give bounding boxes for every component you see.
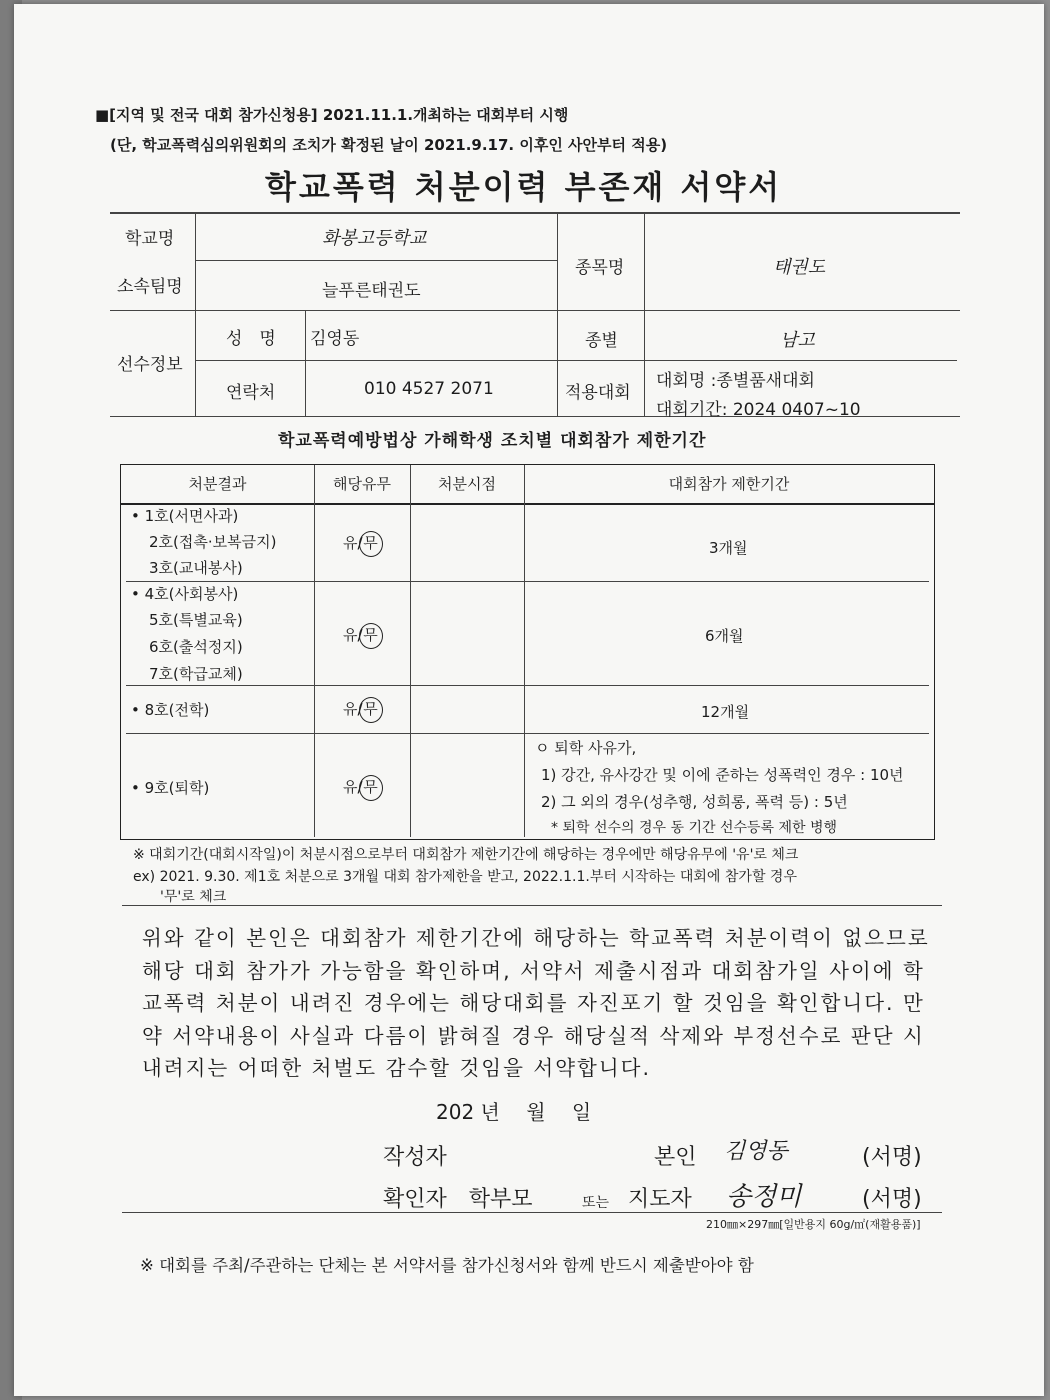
- self-label: 본인: [654, 1145, 697, 1170]
- category-label: 종별: [585, 331, 618, 351]
- row3-yn: 유/무: [343, 697, 383, 723]
- row2-item4: 7호(학급교체): [149, 665, 243, 683]
- row3-item1: • 8호(전학): [131, 701, 210, 719]
- row4-period-line4: * 퇴학 선수의 경우 동 기간 선수등록 제한 병행: [551, 820, 838, 836]
- row3-circled: 무: [359, 697, 383, 723]
- self-name-handwritten: 김영동: [724, 1139, 788, 1164]
- sign-label-1: (서명): [862, 1145, 922, 1170]
- athlete-label: 선수정보: [117, 355, 183, 375]
- row1-item3: 3호(교내봉사): [149, 559, 243, 577]
- team-value: 늘푸른태권도: [322, 281, 421, 301]
- event-value: 태권도: [773, 257, 826, 278]
- contact-value: 010 4527 2071: [364, 379, 494, 399]
- note-1: ※ 대회기간(대회시작일)이 처분시점으로부터 대회참가 제한기간에 해당하는 경우에만 해당유무에 '유'로 체크: [133, 847, 799, 863]
- pledge-text: 위와 같이 본인은 대회참가 제한기간에 해당하는 학교폭력 처분이력이 없으므로 해당 대회 참가가 가능함을 확인하며, 서약서 제출시점과 대회참가일 사이에 학교폭력 처분이 내려진 경우에는 해당대회를 자진포기 할 것임을 확인합니다. 만약 서약내용이 사실과 다름이 밝혀질 경우 해당실적 삭제와 부정선수로 판단 시 내려지는 어떠한 처벌도 감수할 것임을 서약합니다.: [142, 926, 930, 1081]
- row2-item1: • 4호(사회봉사): [131, 585, 239, 603]
- row4-period-line1: ㅇ 퇴학 사유가,: [535, 739, 637, 757]
- row1-yn: 유/무: [343, 531, 383, 557]
- note-2: ex) 2021. 9.30. 제1호 처분으로 3개월 대회 참가제한을 받고, 2022.1.1.부터 시작하는 대회에 참가할 경우: [133, 869, 797, 885]
- confirmer-label: 확인자 학부모: [383, 1187, 533, 1212]
- header-line-2: (단, 학교폭력심의위원회의 조치가 확정된 날이 2021.9.17. 이후인 사안부터 적용): [110, 136, 668, 154]
- header-applicable: 해당유무: [333, 475, 391, 493]
- row2-circled: 무: [359, 623, 383, 649]
- row2-item2: 5호(특별교육): [149, 611, 243, 629]
- row4-period-line2: 1) 강간, 유사강간 및 이에 준하는 성폭력인 경우 : 10년: [541, 766, 904, 784]
- row3-period: 12개월: [701, 703, 750, 721]
- header-time: 처분시점: [438, 475, 496, 493]
- header-line-1: ■[지역 및 전국 대회 참가신청용] 2021.11.1.개최하는 대회부터 시행: [95, 106, 569, 124]
- row2-period: 6개월: [705, 627, 744, 645]
- contact-label: 연락처: [226, 383, 276, 403]
- paper-spec: 210㎜×297㎜[일반용지 60g/㎡(재활용품)]: [706, 1218, 921, 1231]
- writer-label: 작성자: [383, 1145, 447, 1170]
- footer-divider: [122, 1212, 942, 1213]
- competition-name: 대회명 :종별품새대회: [656, 371, 815, 391]
- document-title: 학교폭력 처분이력 부존재 서약서: [265, 168, 783, 206]
- guide-label: 지도자: [628, 1187, 692, 1212]
- footer-note: ※ 대회를 주최/주관하는 단체는 본 서약서를 참가신청서와 함께 반드시 제출받아야 함: [140, 1256, 754, 1275]
- row1-item1: • 1호(서면사과): [131, 507, 239, 525]
- row1-item2: 2호(접촉·보복금지): [149, 533, 277, 551]
- name-value: 김영동: [310, 329, 360, 349]
- sign-date: 202 년 월 일: [436, 1100, 592, 1124]
- school-label: 학교명: [125, 229, 175, 249]
- row4-item1: • 9호(퇴학): [131, 779, 210, 797]
- category-value: 남고: [780, 330, 815, 351]
- name-label: 성 명: [226, 329, 276, 349]
- confirmer-name-handwritten: 송정미: [726, 1182, 802, 1212]
- row4-circled: 무: [359, 775, 383, 801]
- note-3: '무'로 체크: [160, 889, 227, 905]
- section-title: 학교폭력예방법상 가해학생 조치별 대회참가 제한기간: [278, 431, 707, 451]
- row4-period-line3: 2) 그 외의 경우(성추행, 성희롱, 폭력 등) : 5년: [541, 793, 848, 811]
- school-value: 화봉고등학교: [322, 228, 427, 249]
- sign-label-2: (서명): [862, 1187, 922, 1212]
- note-divider: [122, 905, 942, 906]
- penalty-table: [120, 464, 935, 840]
- competition-period: 대회기간: 2024 0407~10: [656, 400, 861, 420]
- row1-period: 3개월: [709, 539, 748, 557]
- row1-circled: 무: [359, 531, 383, 557]
- row4-yn: 유/무: [343, 775, 383, 801]
- row2-yn: 유/무: [343, 623, 383, 649]
- header-result: 처분결과: [188, 475, 247, 493]
- event-label: 종목명: [575, 258, 625, 278]
- row2-item3: 6호(출석정지): [149, 638, 243, 656]
- or-label: 또는: [582, 1195, 610, 1211]
- competition-label: 적용대회: [565, 383, 631, 403]
- header-period: 대회참가 제한기간: [668, 475, 790, 493]
- team-label: 소속팀명: [117, 277, 183, 297]
